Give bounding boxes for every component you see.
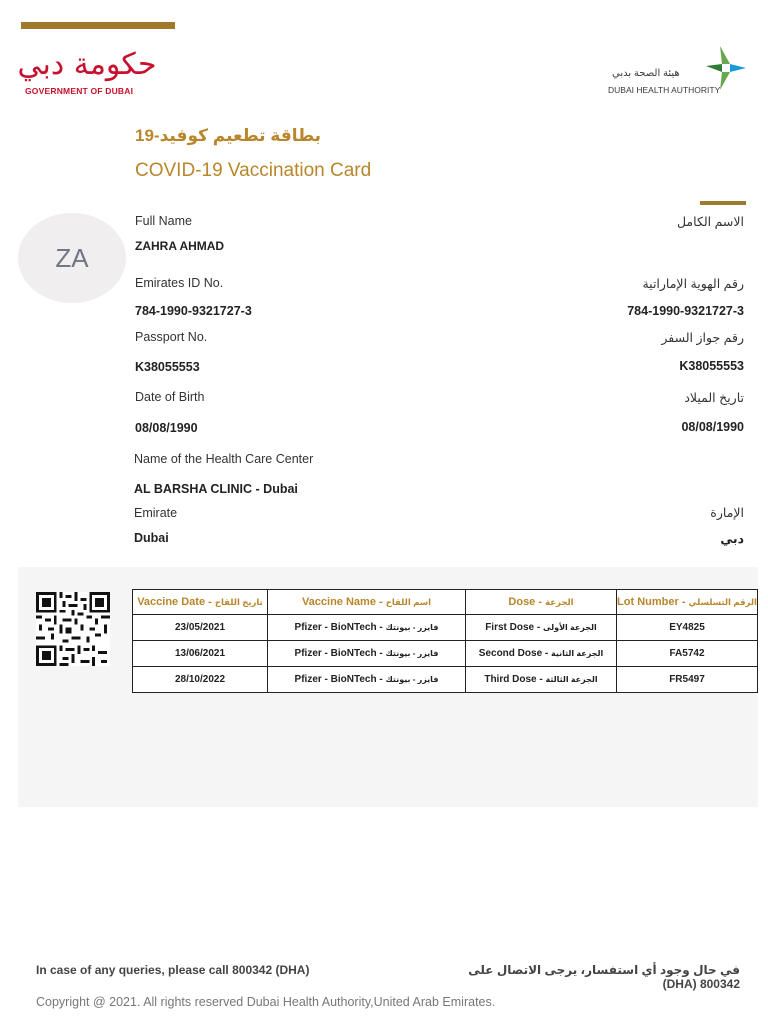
- dha-name-english: DUBAI HEALTH AUTHORITY: [608, 85, 721, 95]
- full-name-label: Full Name: [135, 214, 192, 228]
- cell-lot: FA5742: [617, 641, 758, 667]
- cell-lot: EY4825: [617, 615, 758, 641]
- cell-lot: FR5497: [617, 667, 758, 693]
- emirate-value: Dubai: [134, 531, 169, 545]
- cell-dose: Second Dose - الجرعة الثانية: [466, 641, 617, 667]
- card-title-english: COVID-19 Vaccination Card: [135, 160, 372, 181]
- dob-value-right: 08/08/1990: [681, 420, 744, 434]
- full-name-label-arabic: الاسم الكامل: [676, 215, 744, 229]
- health-center-label: Name of the Health Care Center: [134, 452, 314, 466]
- qr-code: [34, 592, 112, 666]
- health-center-value: AL BARSHA CLINIC - Dubai: [134, 482, 298, 496]
- cell-dose: Third Dose - الجرعة الثالثة: [466, 667, 617, 693]
- dob-value: 08/08/1990: [135, 421, 198, 435]
- cell-vaccine-name: Pfizer - BioNTech - فايزر - بيونتك: [268, 641, 466, 667]
- emirate-label: Emirate: [134, 506, 178, 520]
- header-dose: Dose - الجرعة: [466, 590, 617, 615]
- avatar: ZA: [18, 213, 126, 303]
- gov-logo-arabic-text: حكومة دبي: [17, 47, 157, 82]
- cell-date: 23/05/2021: [133, 615, 268, 641]
- passport-label-arabic: رقم جواز السفر: [661, 331, 744, 345]
- card-title-arabic: بطاقة تطعيم كوفيد-19: [135, 126, 322, 145]
- table-row: [133, 615, 758, 641]
- cell-vaccine-name: Pfizer - BioNTech - فايزر - بيونتك: [268, 615, 466, 641]
- government-of-dubai-logo: [17, 40, 157, 86]
- dob-label: Date of Birth: [135, 390, 205, 404]
- copyright-text: Copyright @ 2021. All rights reserved Dubai Health Authority,United Arab Emirates.: [36, 995, 496, 1009]
- passport-value: K38055553: [135, 360, 200, 374]
- top-accent-bar: [21, 22, 175, 29]
- header-vaccine-name: Vaccine Name - اسم اللقاح: [268, 590, 466, 615]
- dob-label-arabic: تاريخ الميلاد: [684, 391, 744, 405]
- footer-query-english: In case of any queries, please call 800342 (DHA): [36, 963, 310, 977]
- gov-logo-english-text: GOVERNMENT OF DUBAI: [25, 86, 134, 96]
- emirate-value-arabic: دبي: [720, 532, 744, 546]
- cell-dose: First Dose - الجرعة الأولى: [466, 615, 617, 641]
- passport-label: Passport No.: [135, 330, 208, 344]
- right-accent-bar: [700, 201, 746, 205]
- emirates-id-label: Emirates ID No.: [135, 276, 224, 290]
- emirate-label-arabic: الإمارة: [710, 506, 744, 520]
- header-lot-number: Lot Number - الرقم التسلسلي: [617, 590, 758, 615]
- vaccination-table: [132, 589, 758, 693]
- footer-query-arabic: في حال وجود أي استفسار، يرجى الاتصال على 800342 (DHA): [468, 963, 740, 991]
- passport-value-right: K38055553: [679, 359, 744, 373]
- header-vaccine-date: Vaccine Date - تاريخ اللقاح: [133, 590, 268, 615]
- cell-vaccine-name: Pfizer - BioNTech - فايزر - بيونتك: [268, 667, 466, 693]
- emirates-id-value-right: 784-1990-9321727-3: [627, 304, 744, 318]
- table-row: [133, 667, 758, 693]
- dha-name-arabic: هيئة الصحة بدبي: [612, 68, 680, 79]
- table-header-row: [133, 590, 758, 615]
- full-name-value: ZAHRA AHMAD: [135, 239, 225, 253]
- table-row: [133, 641, 758, 667]
- cell-date: 28/10/2022: [133, 667, 268, 693]
- emirates-id-value: 784-1990-9321727-3: [135, 304, 252, 318]
- emirates-id-label-arabic: رقم الهوية الإماراتية: [642, 277, 744, 291]
- cell-date: 13/06/2021: [133, 641, 268, 667]
